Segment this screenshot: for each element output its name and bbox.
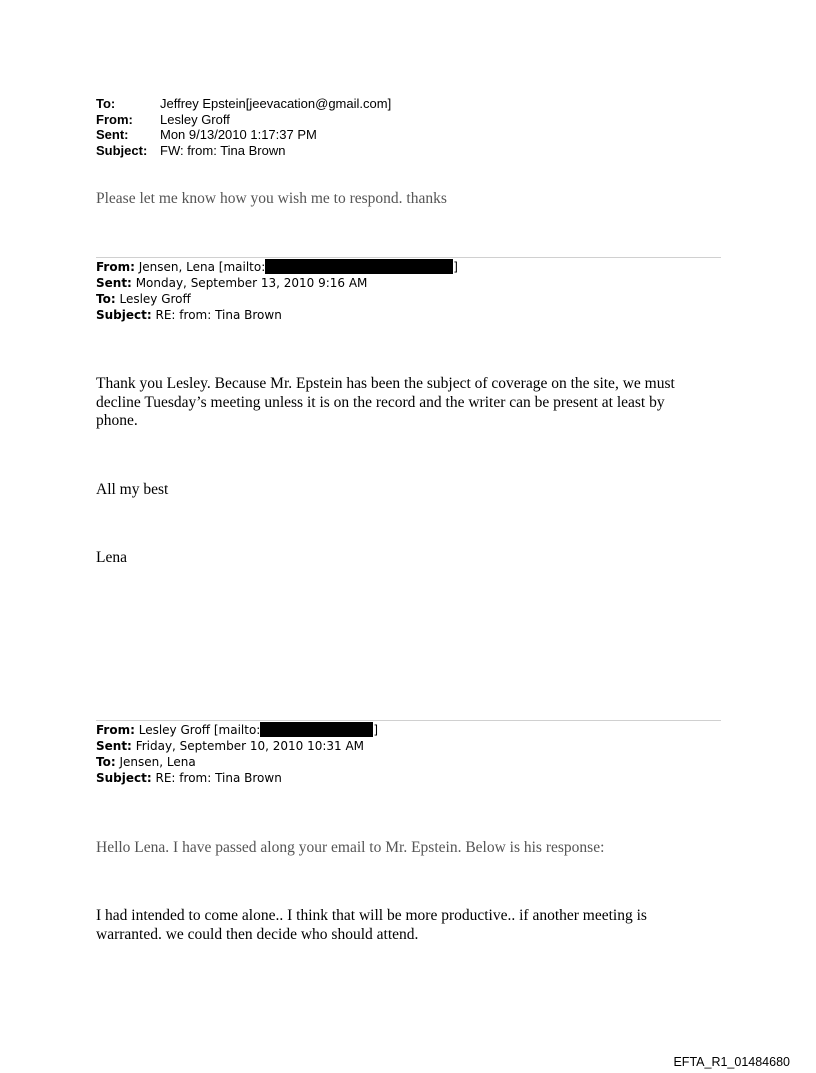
message2-to-label: To:	[96, 755, 116, 769]
message1-signature: Lena	[96, 549, 127, 566]
message1-from-label: From:	[96, 260, 135, 274]
to-label: To:	[96, 96, 116, 111]
sent-value: Mon 9/13/2010 1:17:37 PM	[160, 127, 317, 142]
message2-quote: I had intended to come alone.. I think that will be more productive.. if another meeting is warranted. we could then decide who should attend.	[96, 907, 647, 943]
header-to-row	[96, 96, 391, 112]
subject-label: Subject:	[96, 142, 148, 158]
message2-sent-value: Friday, September 10, 2010 10:31 AM	[135, 739, 365, 753]
message1-from-value-end: ]	[453, 260, 458, 274]
message2-sent-row	[96, 738, 378, 754]
message2-to-value: Jensen, Lena	[119, 755, 196, 769]
message1-subject-label: Subject:	[96, 308, 152, 322]
header-subject-row	[96, 143, 391, 159]
message2-sent-label: Sent:	[96, 739, 132, 753]
redaction-block	[265, 259, 453, 274]
message1-header	[96, 259, 458, 323]
divider	[96, 720, 721, 721]
message1-closing: All my best	[96, 481, 169, 498]
message2-from-value-end: ]	[373, 723, 379, 737]
sent-label: Sent:	[96, 127, 129, 142]
subject-value: FW: from: Tina Brown	[160, 142, 286, 158]
message1-from-value-start: Jensen, Lena [mailto:	[138, 260, 266, 274]
message1-to-row	[96, 291, 458, 307]
email-header	[96, 96, 391, 158]
redaction-block	[260, 722, 373, 737]
message2-from-value-start: Lesley Groff [mailto:	[138, 723, 261, 737]
message1-to-label: To:	[96, 292, 116, 306]
message2-to-row	[96, 754, 378, 770]
from-value: Lesley Groff	[160, 111, 230, 127]
message1-from-row	[96, 259, 458, 275]
message1-sent-row	[96, 275, 458, 291]
message2-from-label: From:	[96, 723, 135, 737]
message1-subject-value: RE: from: Tina Brown	[155, 308, 282, 322]
message1-sent-label: Sent:	[96, 276, 132, 290]
message2-subject-label: Subject:	[96, 771, 152, 785]
intro-text: Please let me know how you wish me to respond. thanks	[96, 190, 447, 207]
document-id: EFTA_R1_01484680	[673, 1055, 790, 1069]
message2-from-row	[96, 722, 378, 738]
divider	[96, 257, 721, 258]
message2-subject-row	[96, 770, 378, 786]
from-label: From:	[96, 111, 133, 127]
header-from-row	[96, 112, 391, 128]
message1-sent-value: Monday, September 13, 2010 9:16 AM	[135, 276, 368, 290]
header-sent-row	[96, 127, 391, 143]
message1-body: Thank you Lesley. Because Mr. Epstein has been the subject of coverage on the site, we must decline Tuesday’s meeting unless it is on the record and the writer can be present at least by phone.	[96, 375, 675, 429]
to-value: Jeffrey Epstein[jeevacation@gmail.com]	[160, 96, 392, 111]
message2-header	[96, 722, 378, 786]
message1-subject-row	[96, 307, 458, 323]
message2-body: Hello Lena. I have passed along your email to Mr. Epstein. Below is his response:	[96, 839, 605, 856]
message2-subject-value: RE: from: Tina Brown	[155, 771, 282, 785]
message1-to-value: Lesley Groff	[119, 292, 191, 306]
